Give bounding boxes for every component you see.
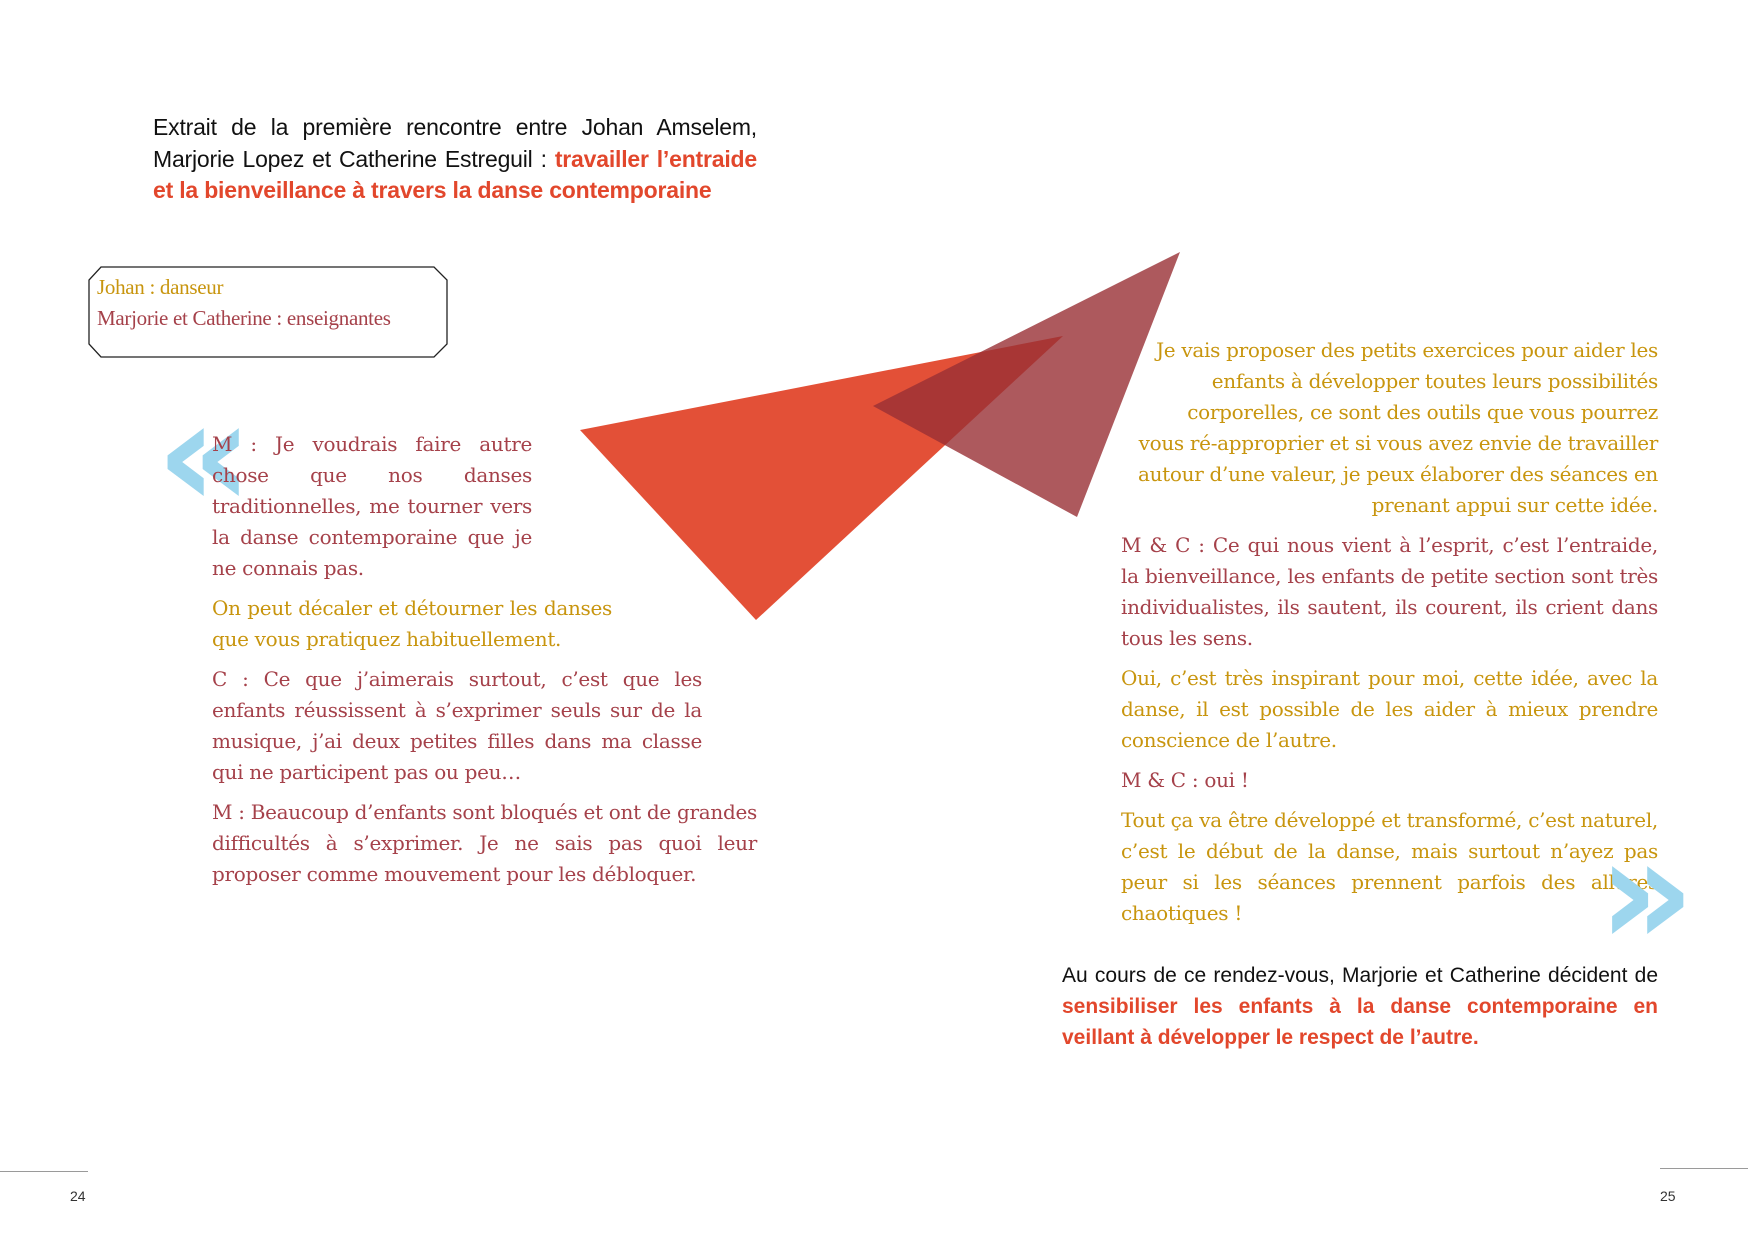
intro-paragraph (153, 112, 757, 207)
outro-highlight: sensibiliser les enfants à la danse contemporaine en veillant à développer le respect de l’autre. (1062, 995, 1658, 1049)
dialogue-line-teachers: M & C : Ce qui nous vient à l’esprit, c’est l’entraide, la bienveillance, les enfants de petite section sont très individualistes, ils sautent, ils courent, ils crient dans tous les sens. (1121, 533, 1658, 650)
outro-paragraph (1062, 960, 1658, 1053)
outro-text: Au cours de ce rendez-vous, Marjorie et Catherine décident de (1062, 964, 1658, 987)
dialogue-line-catherine: C : Ce que j’aimerais surtout, c’est que les enfants réussissent à s’exprimer seuls sur de la musique, j’ai deux petites filles dans ma classe qui ne participent pas ou peu… (212, 667, 702, 784)
page-number-left: 24 (70, 1188, 86, 1204)
intro-text: Extrait de la première rencontre entre Johan Amselem, Marjorie Lopez et Catherine Estreguil : (153, 114, 757, 172)
role-teachers: Marjorie et Catherine : enseignantes (97, 306, 391, 330)
page-number-right: 25 (1660, 1188, 1676, 1204)
intro-highlight: travailler l’entraide et la bienveillance à travers la danse contemporaine (153, 145, 757, 203)
dialogue-line-marjorie: M : Beaucoup d’enfants sont bloqués et ont de grandes difficultés à s’exprimer. Je ne sais pas quoi leur proposer comme mouvement pour les débloquer. (212, 800, 757, 886)
dialogue-line-marjorie: M : Je voudrais faire autre chose que nos danses traditionnelles, me tourner vers la danse contemporaine que je ne connais pas. (212, 432, 532, 580)
role-johan: Johan : danseur (97, 275, 224, 299)
dialogue-line-johan: Oui, c’est très inspirant pour moi, cette idée, avec la danse, il est possible de les aider à mieux prendre conscience de l’autre. (1121, 666, 1658, 752)
dialogue-line-johan: Tout ça va être développé et transformé, c’est naturel, c’est le début de la danse, mais surtout n’ayez pas peur si les séances prennent parfois des allures chaotiques ! (1121, 808, 1658, 925)
dialogue-line-teachers: M & C : oui ! (1121, 768, 1249, 792)
footer-rule-left (0, 1171, 88, 1172)
right-dialogue (1121, 335, 1658, 929)
close-quote-icon: » (1598, 806, 1695, 980)
open-quote-icon: « (156, 368, 253, 542)
dialogue-line-johan: Je vais proposer des petits exercices pour aider les enfants à développer toutes leurs possibilités corporelles, ce sont des outils que vous pourrez vous ré-approprier et si vous avez envie de travailler autour d’une valeur, je peux élaborer des séances en prenant appui sur cette idée. (1137, 338, 1658, 517)
left-dialogue (212, 429, 757, 890)
dialogue-line-johan: On peut décaler et détourner les danses que vous pratiquez habituellement. (212, 596, 612, 651)
footer-rule-right (1660, 1168, 1748, 1169)
